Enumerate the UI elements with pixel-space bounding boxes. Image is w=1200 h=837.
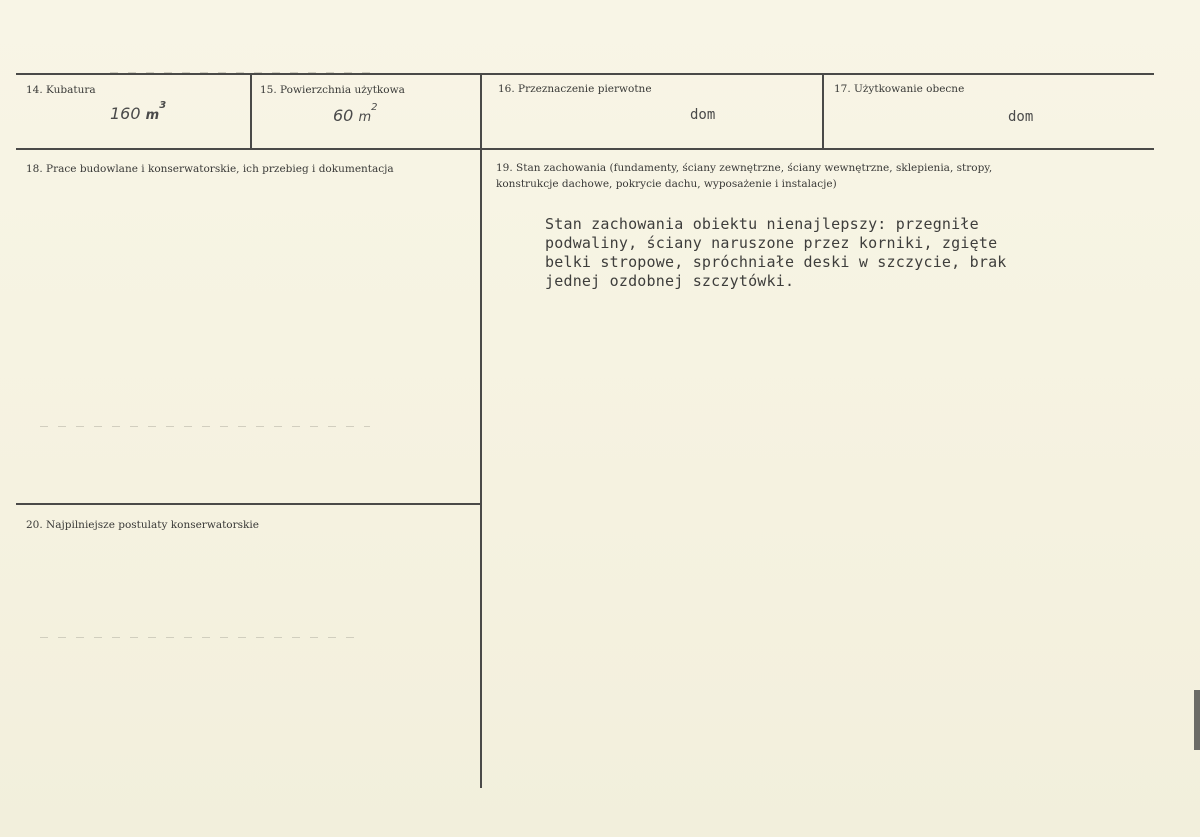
field-19-text-line: Stan zachowania obiektu nienajlepszy: przegniłe (545, 215, 979, 233)
field-16-value: dom (690, 107, 716, 123)
field-19-text-line: podwaliny, ściany naruszone przez korniki, zgięte (545, 234, 998, 252)
field-14-unit: $m^3$ (145, 100, 167, 123)
field-14-label: 14. Kubatura (26, 84, 96, 96)
scan-edge-mark (1194, 690, 1200, 750)
field-17-value: dom (1008, 109, 1034, 125)
field-20-label: 20. Najpilniejsze postulaty konserwatorskie (26, 519, 259, 531)
col-divider-16-17 (822, 74, 824, 149)
main-column-divider (480, 74, 482, 788)
field-20-divider-line (16, 503, 480, 505)
field-17-label: 17. Użytkowanie obecne (834, 83, 965, 95)
field-19-text-line: belki stropowe, spróchniałe deski w szczycie, brak (545, 253, 1007, 271)
field-15-unit: $m^2$ (358, 102, 378, 125)
field-15-value (333, 102, 378, 125)
field-15-number: 60 (333, 106, 354, 125)
field-19-text (545, 215, 1007, 291)
field-19-text-line: jednej ozdobnej szczytówki. (545, 272, 795, 290)
col-divider-14-15 (250, 74, 252, 149)
field-15-label: 15. Powierzchnia użytkowa (260, 84, 405, 96)
field-18-label: 18. Prace budowlane i konserwatorskie, ich przebieg i dokumentacja (26, 163, 394, 175)
field-19-label-line1: 19. Stan zachowania (fundamenty, ściany zewnętrzne, ściany wewnętrzne, sklepienia, stropy, (496, 162, 993, 174)
field-19-label-line2: konstrukcje dachowe, pokrycie dachu, wyposażenie i instalacje) (496, 178, 837, 190)
faint-dash-mid (40, 426, 370, 427)
field-14-value (110, 100, 167, 123)
row-divider-line (16, 148, 1154, 150)
field-14-number: 160 (110, 104, 141, 123)
faint-dash-lower (40, 637, 360, 638)
top-border-line (16, 73, 1154, 75)
field-16-label: 16. Przeznaczenie pierwotne (498, 83, 652, 95)
